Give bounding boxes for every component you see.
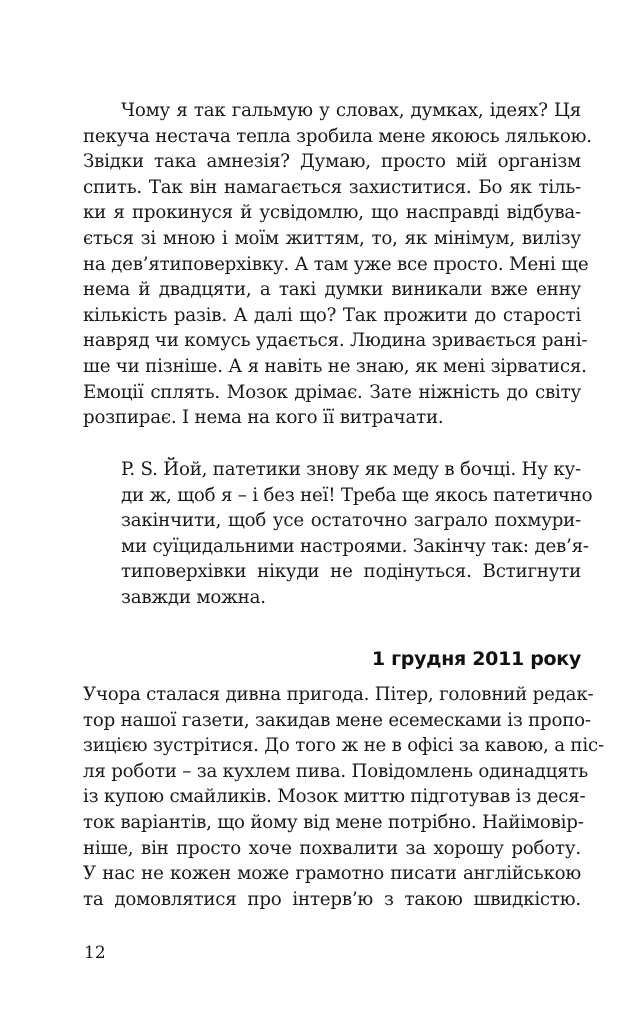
text-line: зицією зустрітися. До того ж не в офісі за кавою, а піс-	[83, 735, 604, 757]
text-line: Емоції сплять. Мозок дрімає. Зате ніжність до світу	[83, 381, 581, 403]
text-line: навряд чи комусь удається. Людина зривається рані-	[83, 330, 588, 352]
text-line: кількість разів. А далі що? Так прожити до старості	[83, 304, 581, 326]
text-line: ки я прокинуся й усвідомлю, що насправді відбува-	[83, 202, 581, 224]
text-line: тор нашої газети, закидав мене есемесками із пропо-	[83, 709, 591, 731]
text-line: на дев’ятиповерхівку. А там уже все просто. Мені ще	[83, 253, 589, 275]
text-line: ніше, він просто хоче похвалити за хорошу роботу.	[83, 837, 581, 859]
text-line: типоверхівки нікуди не подінуться. Встигнути	[121, 561, 581, 583]
text-line: завжди можна.	[121, 586, 266, 608]
page-number: 12	[84, 943, 106, 963]
text-line: Учора сталася дивна пригода. Пітер, головний редак-	[83, 684, 594, 705]
text-line: P. S. Йой, патетики знову як меду в бочці. Ну ку-	[121, 459, 581, 480]
text-line: Чому я так гальмую у словах, думках, ідеях? Ця	[121, 100, 581, 121]
text-line: закінчити, щоб усе остаточно заграло похмури-	[121, 510, 581, 532]
postscript	[121, 457, 593, 611]
text-line: нема й двадцяти, а такі думки виникали вже енну	[83, 279, 581, 301]
date-heading: 1 грудня 2011 року	[371, 648, 581, 670]
text-line: ється зі мною і моїм життям, то, як мінімум, вилізу	[83, 227, 581, 249]
paragraph-2	[83, 682, 604, 912]
text-line: спить. Так він намагається захиститися. Бо як тіль-	[83, 176, 581, 198]
text-line: та домовлятися про інтерв’ю з такою швидкістю.	[83, 888, 581, 910]
text-line: розпирає. І нема на кого її витрачати.	[83, 407, 444, 429]
paragraph-1	[83, 98, 592, 431]
text-line: ля роботи – за кухлем пива. Повідомлень одинадцять	[83, 760, 588, 782]
text-line: ди ж, щоб я – і без неї! Треба ще якось патетично	[121, 484, 593, 506]
text-line: пекуча нестача тепла зробила мене якоюсь лялькою.	[83, 125, 592, 147]
text-line: ми суїцидальними настроями. Закінчу так: дев’я-	[121, 535, 589, 557]
text-line: У нас не кожен може грамотно писати англійською	[83, 863, 581, 885]
text-line: Звідки така амнезія? Думаю, просто мій організм	[83, 151, 581, 173]
text-line: ше чи пізніше. А я навіть не знаю, як мені зірватися.	[83, 355, 587, 377]
text-line: із купою смайликів. Мозок миттю підготував із деся-	[83, 786, 586, 808]
text-line: ток варіантів, що йому від мене потрібно. Найімовір-	[83, 811, 584, 833]
